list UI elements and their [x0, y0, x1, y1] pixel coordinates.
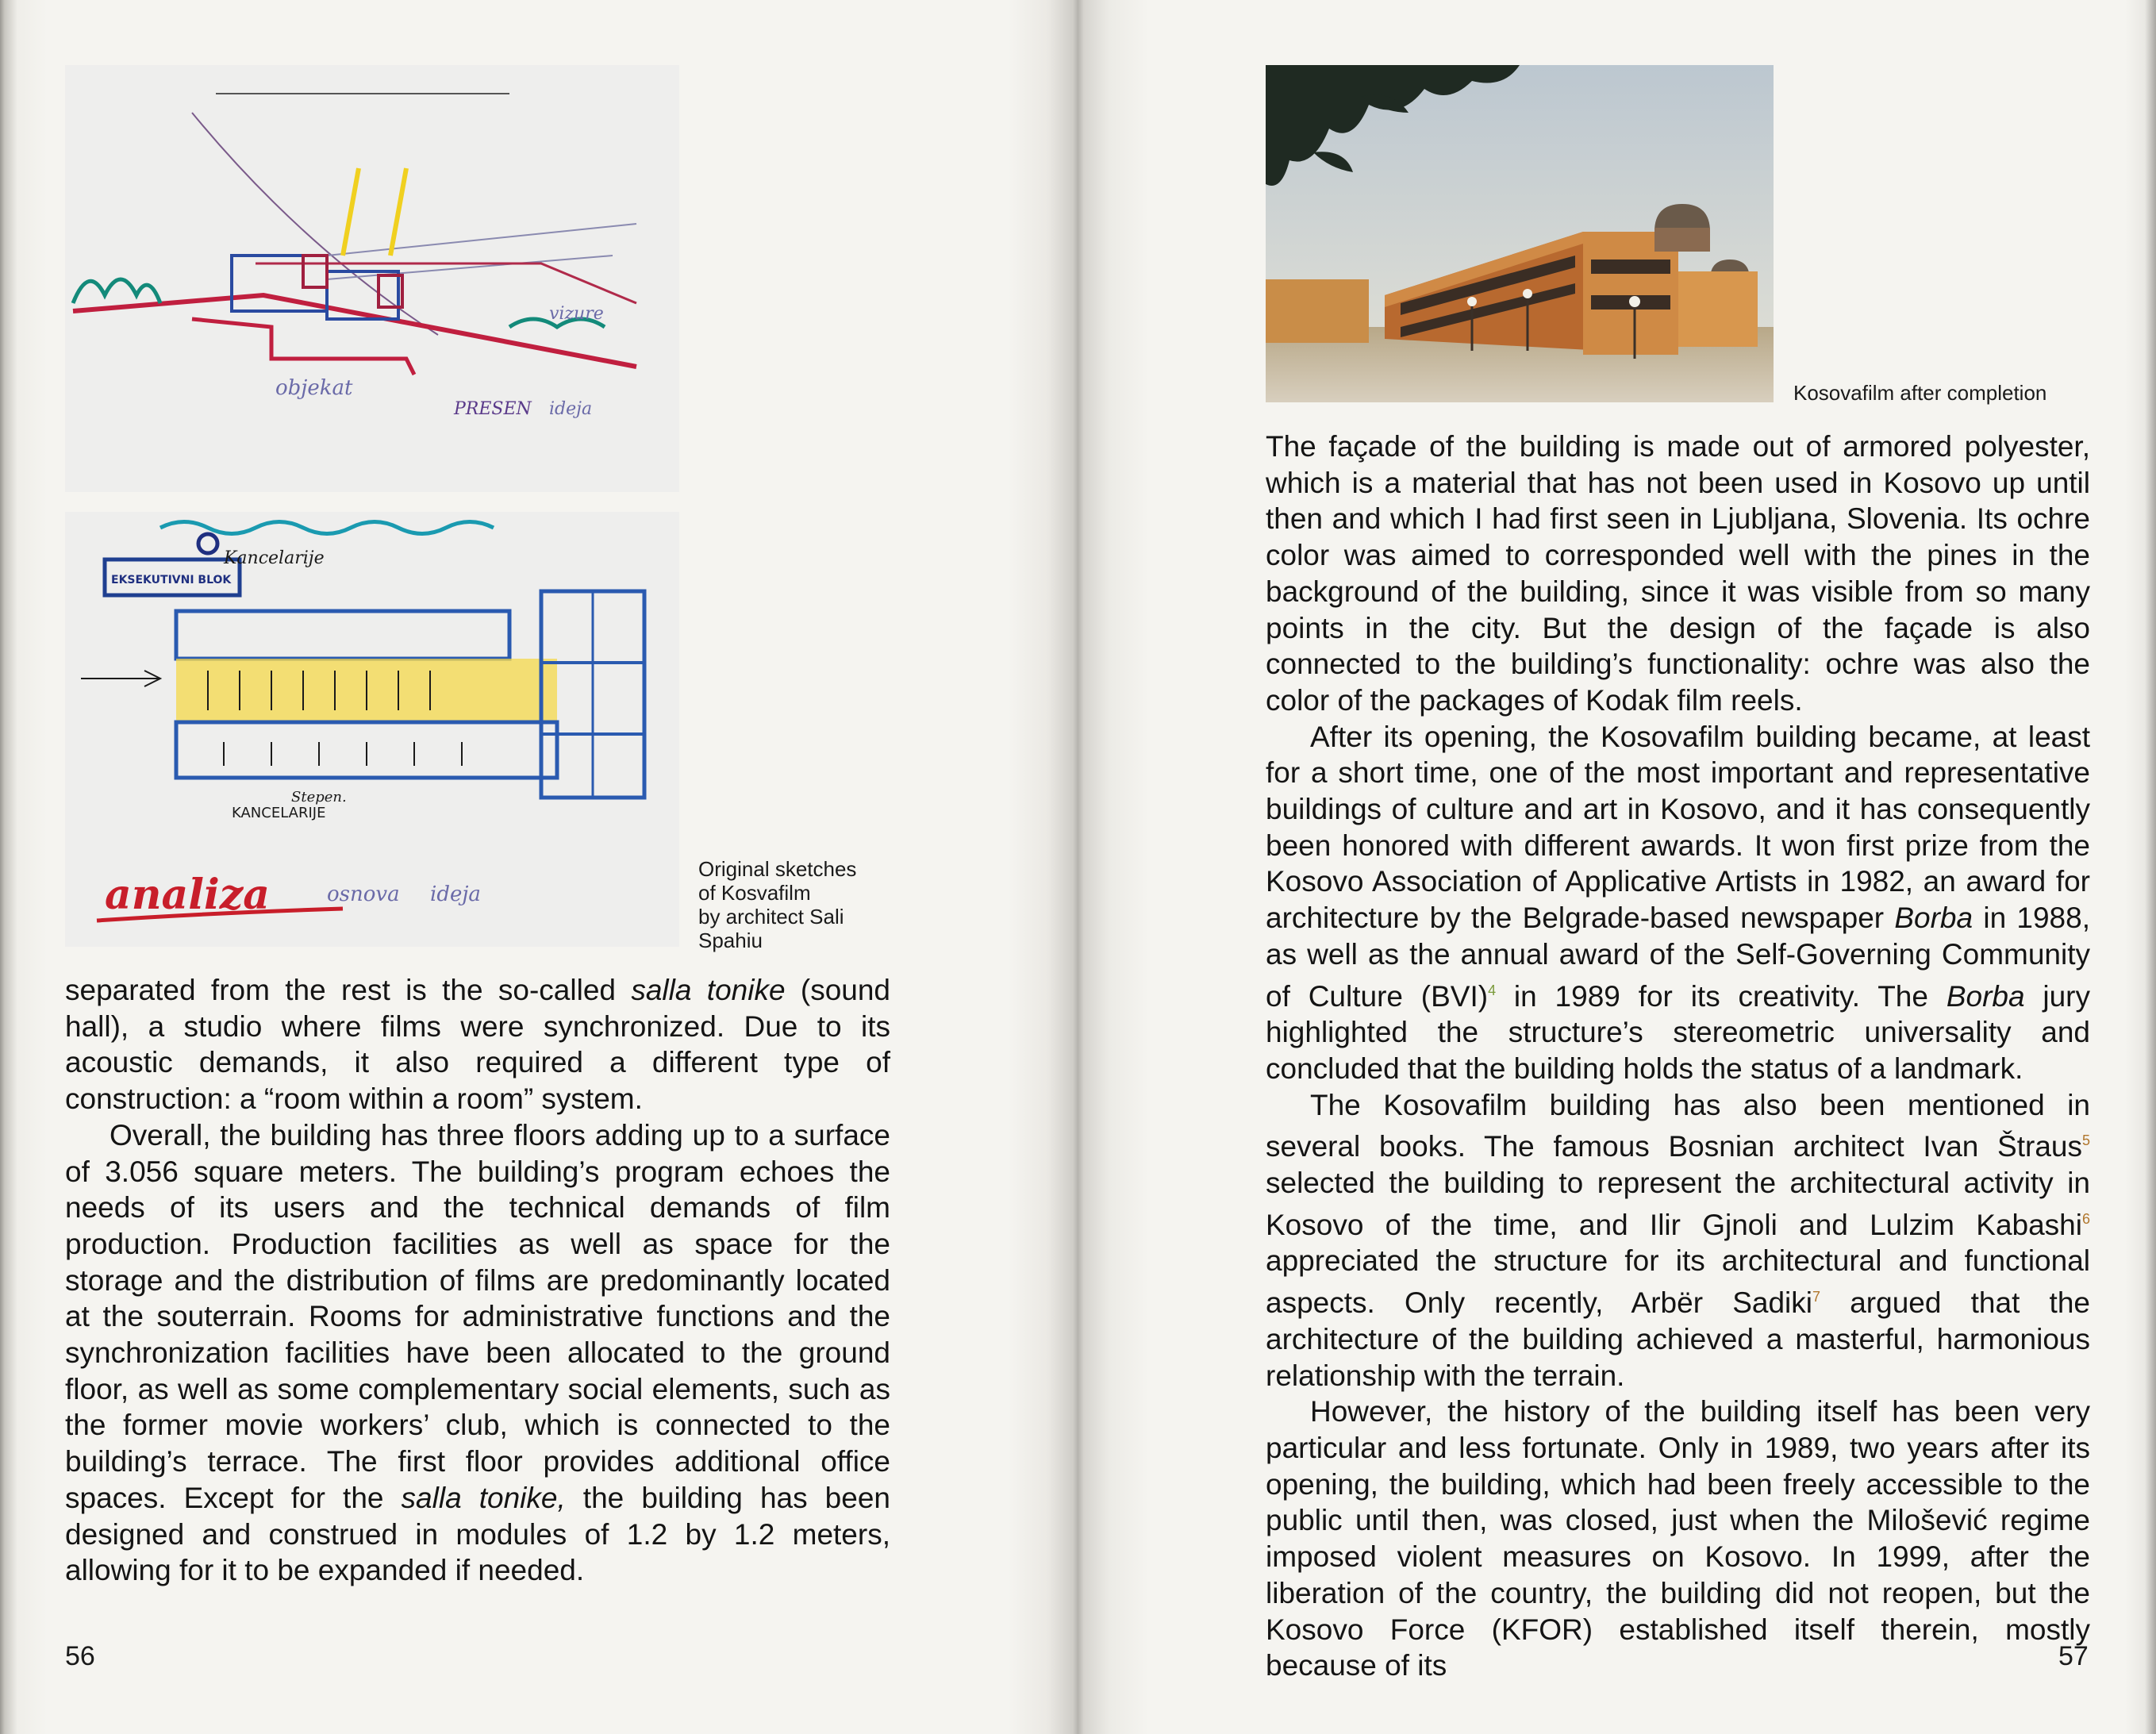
building-photo: [1266, 65, 1774, 402]
section-sketch-image: [65, 65, 679, 492]
sketch-label: Kancelarije: [224, 548, 325, 568]
sketch-label: EKSEKUTIVNI BLOK: [111, 574, 232, 586]
plan-sketch-image: [65, 512, 679, 947]
caption-line: Spahiu: [698, 929, 763, 952]
sketch-label: Stepen.: [291, 789, 347, 805]
footnote-marker[interactable]: 4: [1488, 982, 1497, 998]
footnote-marker[interactable]: 7: [1812, 1289, 1821, 1305]
sketch-caption: [698, 857, 889, 952]
caption-line: by architect Sali: [698, 905, 844, 929]
footnote-marker[interactable]: 5: [2081, 1132, 2090, 1149]
sketch-label: PRESEN: [454, 399, 532, 419]
page-number: 57: [2058, 1641, 2089, 1671]
building-photo-drawing: [1266, 65, 1774, 402]
right-page: [1078, 0, 2156, 1734]
body-paragraph: separated from the rest is the so-called salla tonike (sound hall), a studio where films were synchronized. Due to its acoustic demands, it also required a different type of construction: a “room within a room” system.: [65, 974, 891, 1116]
sketch-label: osnova: [327, 882, 400, 906]
sketch-label: objekat: [275, 376, 353, 400]
section-sketch-drawing: [65, 65, 679, 492]
page-number: 56: [65, 1641, 95, 1671]
caption-line: Original sketches: [698, 857, 857, 881]
photo-caption: Kosovafilm after completion: [1793, 381, 2047, 405]
caption-line: of Kosvafilm: [698, 881, 811, 905]
sketch-label: KANCELARIJE: [232, 805, 326, 821]
right-body-text: [1266, 429, 2090, 1684]
body-paragraph: However, the history of the building itself has been very particular and less fortunate. Only in 1989, two years after its opening, the building, which had been freely accessible to the public until then, was closed, just when the Milošević regime imposed violent measures on Kosovo. In 1999, after the liberation of the country, the building did not reopen, but the Kosovo Force (KFOR) established itself therein, mostly because of its: [1266, 1395, 2090, 1682]
left-body-text: [65, 972, 890, 1589]
sketch-label: vizure: [549, 304, 604, 324]
body-paragraph: After its opening, the Kosovafilm building became, at least for a short time, one of the most important and representative buildings of culture and art in Kosovo, and it has consequently been honored with different awards. It won first prize from the Kosovo Association of Applicative Artists in 1982, an award for architecture by the Belgrade-based newspaper Borba in 1988, as well as the annual award of the Self-Governing Community of Culture (BVI)$^4$ in 1989 for its creativity. The Borba jury highlighted the structure’s stereometric universality and concluded that the building holds the status of a landmark.: [1266, 720, 2090, 1085]
plan-sketch-drawing: [65, 512, 679, 947]
sketch-label-analiza: analiza: [105, 871, 270, 919]
sketch-label: ideja: [549, 399, 593, 419]
footnote-marker[interactable]: 6: [2081, 1210, 2090, 1227]
body-paragraph: Overall, the building has three floors adding up to a surface of 3.056 square meters. The building’s program echoes the needs of its users and the technical demands of film production. Production facilities as well as space for the storage and the distribution of films are predominantly located at the souterrain. Rooms for administrative functions and the synchronization facilities have been allocated to the ground floor, as well as some complementary social elements, such as the former movie workers’ club, which is connected to the building’s terrace. The first floor provides additional office spaces. Except for the salla tonike, the building has been designed and construed in modules of 1.2 by 1.2 meters, allowing for it to be expanded if needed.: [65, 1118, 890, 1587]
body-paragraph: The façade of the building is made out of armored polyester, which is a material that has not been used in Kosovo up until then and which I had first seen in Ljubljana, Slovenia. Its ochre color was aimed to corresponded well with the pines in the background of the building, since it was visible from so many points in the city. But the design of the façade is also connected to the building’s functionality: ochre was also the color of the packages of Kodak film reels.: [1266, 430, 2090, 717]
sketch-label: ideja: [430, 882, 481, 906]
body-paragraph: The Kosovafilm building has also been mentioned in several books. The famous Bosnian architect Ivan Štraus$^5$ selected the building to represent the architectural activity in Kosovo of the time, and Ilir Gjnoli and Lulzim Kabashi$^6$ appreciated the structure for its architectural and functional aspects. Only recently, Arbër Sadiki$^7$ argued that the architecture of the building achieved a masterful, harmonious relationship with the terrain.: [1266, 1088, 2090, 1392]
